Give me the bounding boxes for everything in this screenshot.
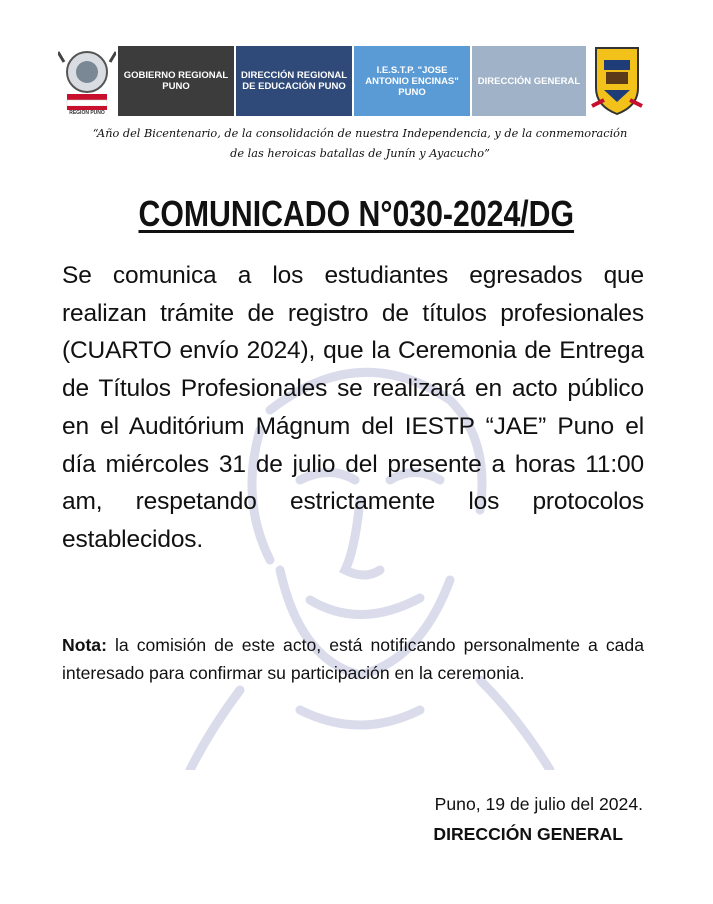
seal-left-caption: REGIÓN PUNO (69, 110, 105, 116)
signature: DIRECCIÓN GENERAL (433, 824, 623, 844)
note-label: Nota: (62, 635, 107, 655)
year-motto (40, 124, 680, 164)
header-banner (58, 44, 646, 120)
motto-line-2: de las heroicas batallas de Junín y Ayacucho” (230, 147, 490, 160)
header-box-direccion-regional: DIRECCIÓN REGIONAL DE EDUCACIÓN PUNO (236, 46, 352, 116)
header-box-gobierno-regional: GOBIERNO REGIONAL PUNO (118, 46, 234, 116)
header-box-iestp: I.E.S.T.P. "JOSE ANTONIO ENCINAS" PUNO (354, 46, 470, 116)
header-box-direccion-general: DIRECCIÓN GENERAL (472, 46, 586, 116)
date-line: Puno, 19 de julio del 2024. (434, 794, 643, 814)
region-puno-seal-icon (58, 44, 116, 120)
motto-line-1: “Año del Bicentenario, de la consolidación de nuestra Independencia, y de la conmemoración (92, 127, 628, 140)
iestp-shield-icon (590, 44, 644, 120)
title-text: COMUNICADO N°030-2024/DG (138, 193, 575, 234)
note-text: la comisión de este acto, está notificando personalmente a cada interesado para confirmar su participación en la ceremonia. (62, 635, 644, 683)
note-paragraph (62, 631, 644, 687)
page-title (0, 192, 713, 236)
announcement-body: Se comunica a los estudiantes egresados que realizan trámite de registro de títulos profesionales (CUARTO envío 2024), que la Ceremonia de Entrega de Títulos Profesionales se realizará en acto público en el Auditórium Mágnum del IESTP “JAE” Puno el día miércoles 31 de julio del presente a horas 11:00 am, respetando estrictamente los protocolos establecidos. (62, 262, 644, 553)
